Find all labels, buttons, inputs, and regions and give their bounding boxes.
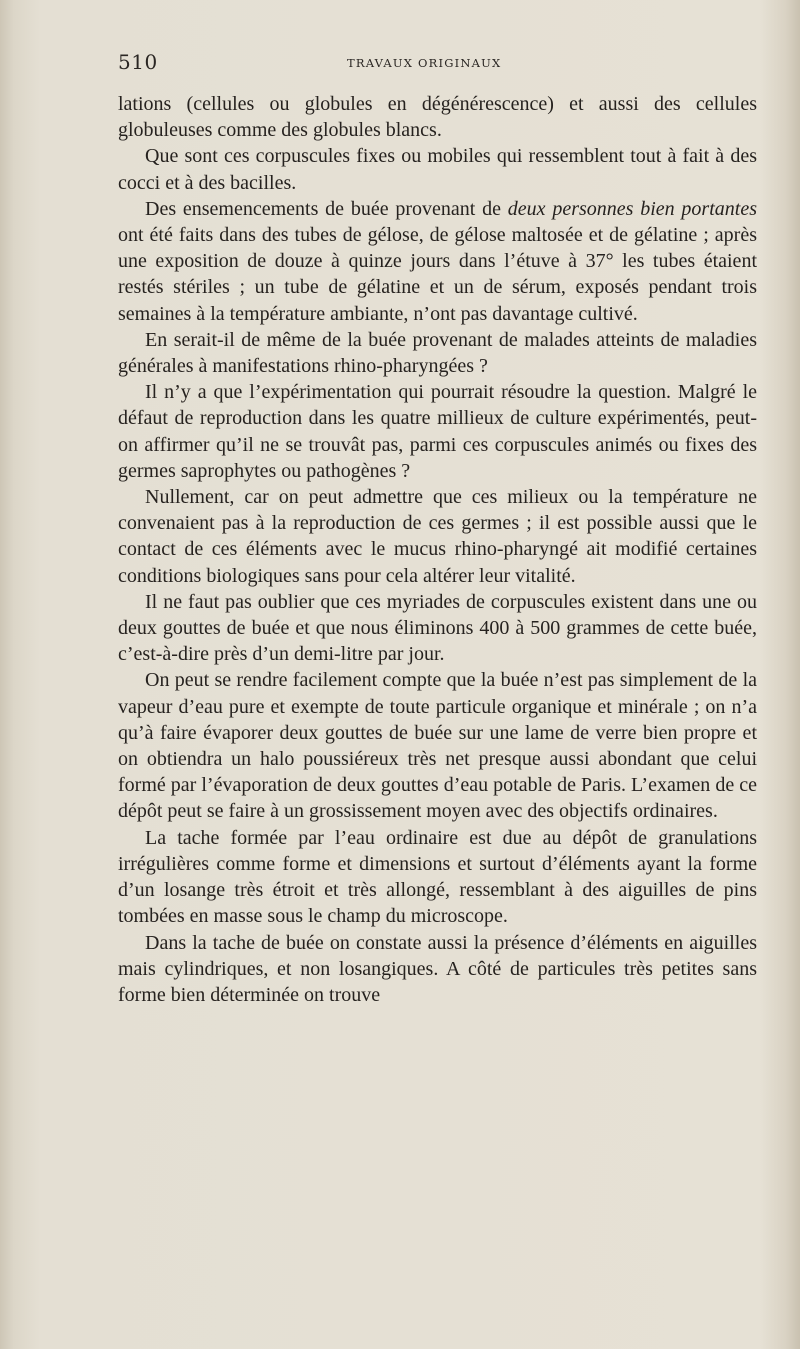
paragraph: On peut se rendre facilement compte que la buée n’est pas simplement de la vapeur d’eau pure et exempte de toute particule organique et minérale ; on n’a qu’à faire évaporer deux gouttes de buée sur une lame de verre bien propre et on obtiendra un halo poussiéreux très net presque aussi abondant que celui formé par l’évaporation de deux gouttes d’eau potable de Paris. L’examen de ce dépôt peut se faire à un grossissement moyen avec des objectifs ordinaires. bbox=[118, 669, 757, 823]
page-header bbox=[118, 50, 758, 74]
running-head: TRAVAUX ORIGINAUX bbox=[347, 56, 502, 70]
page-number: 510 bbox=[118, 50, 158, 74]
body-text bbox=[118, 91, 757, 1008]
paragraph-text: ont été faits dans des tubes de gélose, de gélose maltosée et de gélatine ; après une exposition de douze à quinze jours dans l’étuve à 37° les tubes étaient restés stériles ; un tube de gélatine et un de sérum, exposés pendant trois semaines à la température ambiante, n’ont pas davantage cultivé. bbox=[118, 224, 757, 325]
paragraph-text: Des ensemencements de buée provenant de bbox=[145, 197, 508, 220]
paragraph: En serait-il de même de la buée provenant de malades atteints de maladies générales à manifestations rhino-pharyngées ? bbox=[118, 328, 757, 378]
paragraph bbox=[118, 196, 757, 327]
paragraph: La tache formée par l’eau ordinaire est due au dépôt de granulations irrégulières comme forme et dimensions et surtout d’éléments ayant la forme d’un losange très étroit et très allongé, ressemblant à des aiguilles de pins tombées en masse sous le champ du microscope. bbox=[118, 826, 757, 928]
paragraph: Que sont ces corpuscules fixes ou mobiles qui ressemblent tout à fait à des cocci et à des bacilles. bbox=[118, 145, 757, 194]
paragraph: Nullement, car on peut admettre que ces milieux ou la température ne convenaient pas à la reproduction de ces germes ; il est possible aussi que le contact de ces éléments avec le mucus rhino-pharyngé ait modifié certaines conditions biologiques sans pour cela altérer leur vitalité. bbox=[118, 486, 757, 587]
italic-text: deux personnes bien portantes bbox=[507, 197, 757, 220]
paragraph: Dans la tache de buée on constate aussi la présence d’éléments en aiguilles mais cylindriques, et non losangiques. A côté de particules très petites sans forme bien déterminée on trouve bbox=[118, 931, 757, 1006]
paragraph: lations (cellules ou globules en dégénérescence) et aussi des cellules globuleuses comme des globules blancs. bbox=[118, 93, 757, 142]
paragraph: Il ne faut pas oublier que ces myriades de corpuscules existent dans une ou deux gouttes de buée et que nous éliminons 400 à 500 grammes de cette buée, c’est-à-dire près d’un demi-litre par jour. bbox=[118, 590, 757, 666]
paragraph: Il n’y a que l’expérimentation qui pourrait résoudre la question. Malgré le défaut de reproduction dans les quatre millieux de culture expérimentés, peut-on affirmer qu’il ne se trouvât pas, parmi ces corpuscules animés ou fixes des germes saprophytes ou pathogènes ? bbox=[118, 381, 757, 482]
